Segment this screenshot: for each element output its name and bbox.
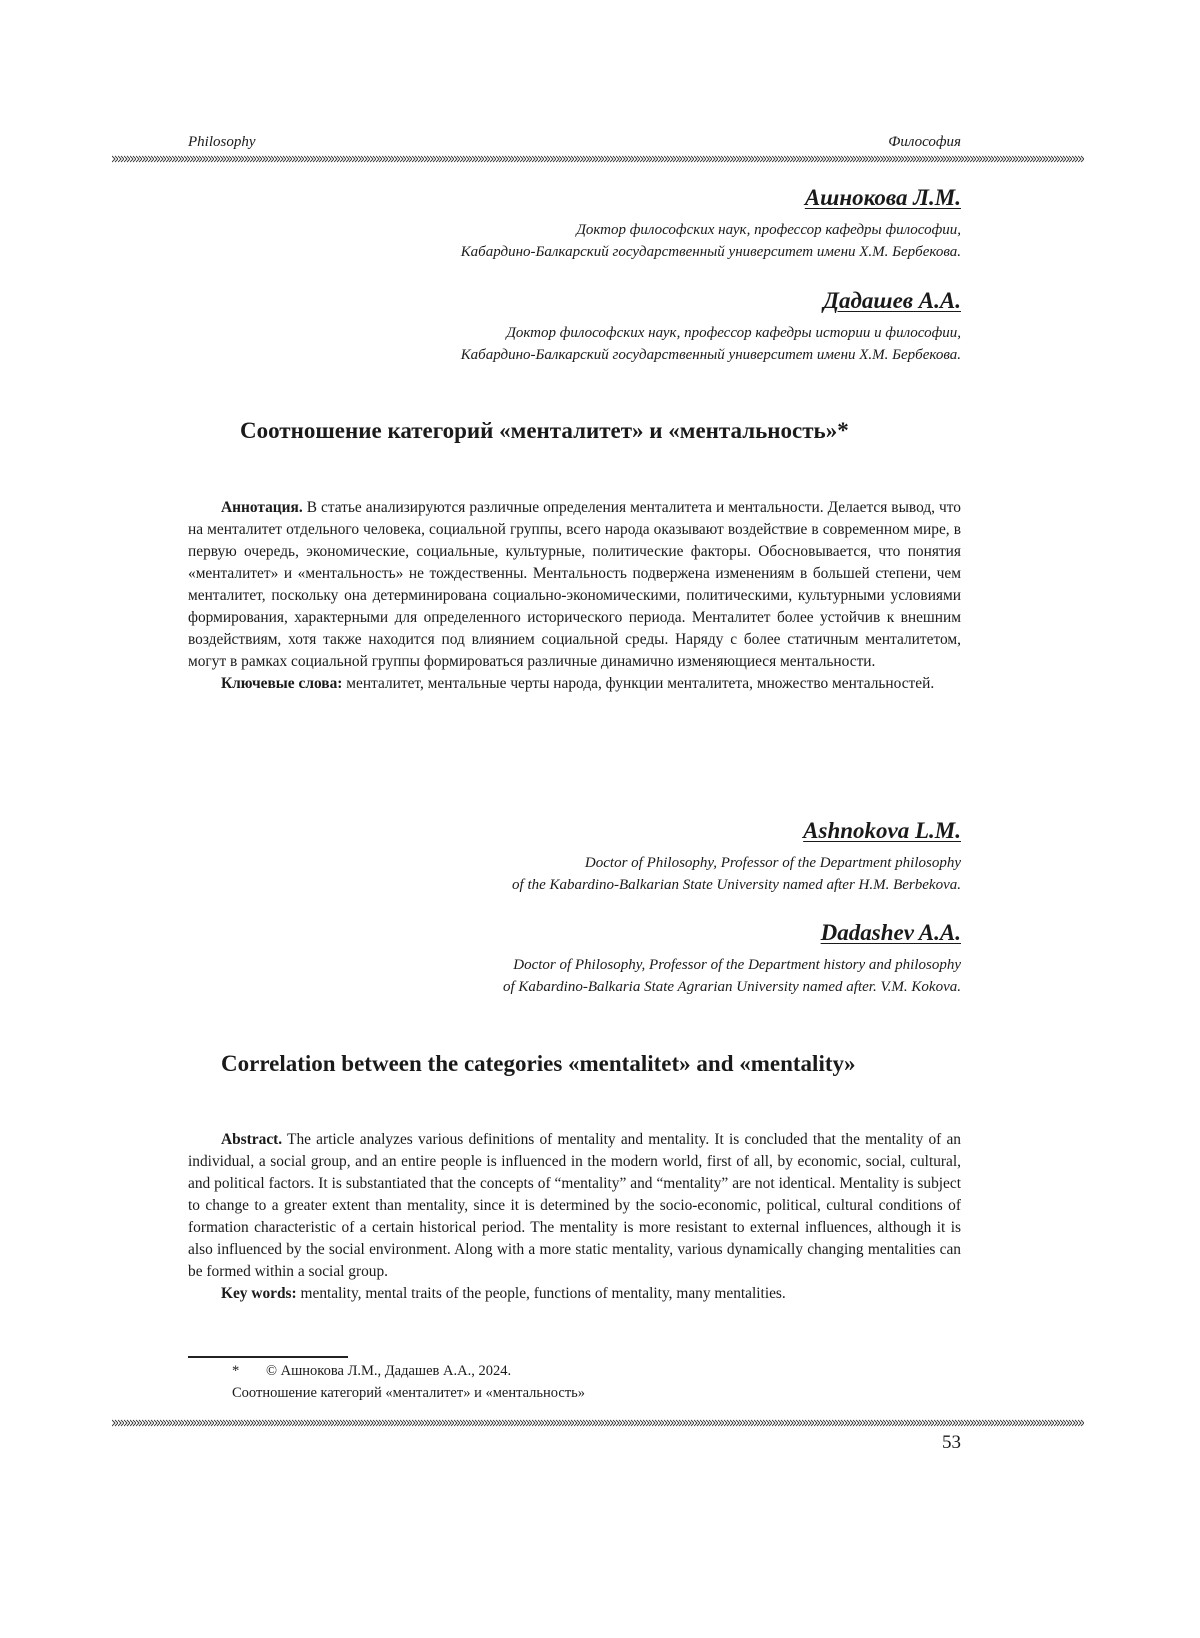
keywords-paragraph	[188, 1283, 961, 1305]
abstract-text: В статье анализируются различные определения менталитета и ментальности. Делается вывод, что на менталитет отдельного человека, социальной группы, всего народа оказывают воздействие в современном мире, в первую очередь, экономические, социальные, культурные, политические факторы. Обосновывается, что понятия «менталитет» и «ментальность» не тождественны. Ментальность подвержена изменениям в большей степени, чем менталитет, поскольку она детерминирована социально-экономическими, политическими, культурными условиями формирования, характерными для определенного исторического периода. Менталитет более устойчив к внешним воздействиям, хотя также находится под влиянием социальной среды. Наряду с более статичным менталитетом, могут в рамках социальной группы формироваться различные динамично изменяющиеся ментальности.	[188, 499, 961, 670]
author-ru-1	[188, 185, 961, 263]
author-en-1	[188, 818, 961, 896]
header-section-ru: Философия	[888, 134, 961, 150]
keywords-text: mentality, mental traits of the people, functions of mentality, many mentalities.	[296, 1285, 786, 1302]
keywords-text: менталитет, ментальные черты народа, функции менталитета, множество ментальностей.	[342, 675, 935, 692]
author-affiliation-line: Доктор философских наук, профессор кафедры истории и философии,	[506, 325, 961, 341]
author-affiliation-line: of the Kabardino-Balkarian State University named after H.M. Berbekova.	[512, 877, 961, 893]
footnote	[232, 1360, 585, 1404]
article-title-en: Correlation between the categories «mentalitet» and «mentality»	[221, 1051, 856, 1076]
abstract-paragraph	[188, 497, 961, 673]
keywords-label: Ключевые слова:	[221, 675, 343, 692]
footnote-title: Соотношение категорий «менталитет» и «ментальность»	[232, 1385, 586, 1401]
abstract-paragraph	[188, 1129, 961, 1283]
page-number: 53	[942, 1432, 961, 1453]
abstract-label: Аннотация.	[221, 499, 303, 516]
author-name: Dadashev A.A.	[820, 920, 961, 945]
author-en-2	[188, 920, 961, 998]
author-name: Ashnokova L.M.	[803, 818, 961, 843]
author-affiliation-line: Doctor of Philosophy, Professor of the Department philosophy	[584, 855, 961, 871]
ornament-rule-bottom	[112, 1418, 1084, 1428]
abstract-en	[188, 1129, 961, 1305]
abstract-label: Abstract.	[221, 1131, 283, 1148]
author-affiliation-line: of Kabardino-Balkaria State Agrarian University named after. V.M. Kokova.	[502, 979, 961, 995]
abstract-ru	[188, 497, 961, 695]
ornament-rule-top	[112, 154, 1084, 164]
author-name: Дадашев А.А.	[823, 288, 961, 313]
author-name: Ашнокова Л.М.	[804, 185, 961, 210]
footnote-separator	[188, 1356, 348, 1358]
header-section-en: Philosophy	[188, 134, 256, 150]
abstract-text: The article analyzes various definitions of mentality and mentality. It is concluded that the mentality of an individual, a social group, and an entire people is influenced in the modern world, first of all, by economic, social, cultural, and political factors. It is substantiated that the concepts of “mentality” and “mentality” are not identical. Mentality is subject to change to a greater extent than mentality, since it is determined by the socio-economic, political, cultural conditions of formation characteristic of a certain historical period. The mentality is more resistant to external influences, although it is also influenced by the social environment. Along with a more static mentality, various dynamically changing mentalities can be formed within a social group.	[188, 1131, 961, 1280]
footnote-mark: *	[232, 1363, 240, 1379]
author-affiliation-line: Доктор философских наук, профессор кафедры философии,	[576, 222, 961, 238]
author-ru-2	[188, 288, 961, 366]
keywords-label: Key words:	[221, 1285, 297, 1302]
author-affiliation-line: Кабардино-Балкарский государственный университет имени Х.М. Бербекова.	[460, 244, 961, 260]
keywords-paragraph	[188, 673, 961, 695]
article-title-ru: Соотношение категорий «менталитет» и «ментальность»*	[240, 418, 849, 443]
author-affiliation-line: Кабардино-Балкарский государственный университет имени Х.М. Бербекова.	[460, 347, 961, 363]
author-affiliation-line: Doctor of Philosophy, Professor of the Department history and philosophy	[513, 957, 961, 973]
footnote-copyright: © Ашнокова Л.М., Дадашев А.А., 2024.	[266, 1363, 512, 1379]
